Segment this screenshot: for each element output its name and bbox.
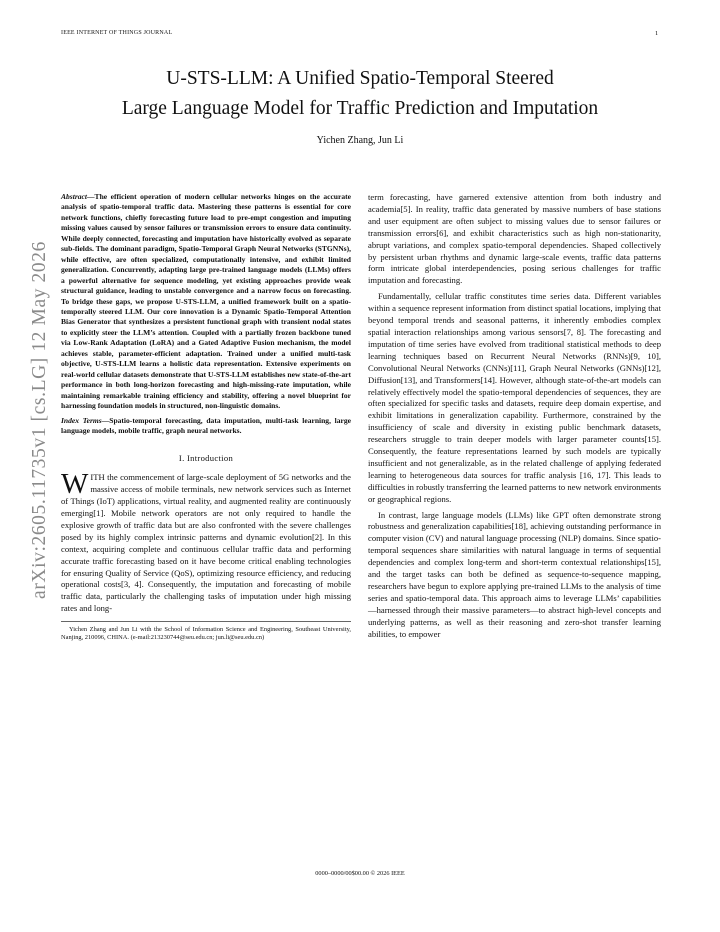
page-number: 1 bbox=[655, 30, 659, 37]
index-terms-label: Index Terms bbox=[61, 415, 102, 425]
authors: Yichen Zhang, Jun Li bbox=[316, 135, 404, 146]
index-terms bbox=[61, 416, 351, 437]
journal-header: IEEE INTERNET OF THINGS JOURNAL bbox=[61, 30, 173, 36]
left-column bbox=[61, 192, 351, 642]
footnote-rule bbox=[61, 621, 351, 622]
dropcap: W bbox=[61, 468, 89, 501]
paper-title bbox=[60, 64, 660, 124]
abstract-text: —The efficient operation of modern cellular networks hinges on the accurate analysis of spatio-temporal traffic data. Mastering these patterns is essential for core network functions, chiefly forecasting future load to pre-empt congestion and imputing missing values caused by sensor failures or transmission errors to ensure data continuity. While deeply connected, forecasting and imputation have historically evolved as separate sub-fields. The dominant paradigm, Spatio-Temporal Graph Neural Networks (STGNNs), while effective, are often specialized, computationally intensive, and exhibit limited generalization. Concurrently, adapting large pre-trained language models (LLMs) offers a powerful alternative for sequence modeling, yet existing approaches provide weak structural guidance, leading to unstable convergence and a narrow focus on forecasting. To bridge these gaps, we propose U-STS-LLM, a unified framework built on a spatio-temporally steered LLM. Our core innovation is a Dynamic Spatio-Temporal Attention Bias Generator that synthesizes a persistent functional graph with transient nodal states to explicitly steer the LLM’s attention. Coupled with a partially frozen backbone tuned via Low-Rank Adaptation (LoRA) and a Gated Adaptive Fusion mechanism, the model achieves stable, parameter-efficient adaptation. Trained under a unified multi-task objective, U-STS-LLM learns a holistic data representation. Extensive experiments on real-world cellular datasets demonstrate that U-STS-LLM establishes new state-of-the-art performance in both long-horizon forecasting and high-missing-rate imputation, while maintaining remarkable training efficiency and stability, offering a novel blueprint for harnessing foundation models in structured, non-linguistic domains. bbox=[61, 192, 351, 411]
title-line-1: U-STS-LLM: A Unified Spatio-Temporal Steered bbox=[166, 68, 554, 89]
section-title-introduction: I. Introduction bbox=[178, 453, 234, 464]
author-footnote: Yichen Zhang and Jun Li with the School of Information Science and Engineering, Southeast University, Nanjing, 210096, CHINA. (e-mail:213230744@seu.edu.cn; jun.li@seu.edu.cn) bbox=[61, 626, 351, 642]
index-terms-text: —Spatio-temporal forecasting, data imputation, multi-task learning, large language models, mobile traffic, graph neural networks. bbox=[61, 415, 351, 435]
intro-paragraph-text: ITH the commencement of large-scale deployment of 5G networks and the massive access of mobile terminals, new network services such as Internet of Things (IoT) applications, virtual reality, and augmented reality are continuously emerging[1]. Mobile network operators are not only required to handle the explosive growth of traffic data but are also confronted with the severe challenges posed by its highly complex intrinsic patterns and dynamic evolution[2]. In this context, acquiring complete and continuous cellular traffic data and performing accurate traffic forecasting based on it have become critical enabling technologies for ensuring Quality of Service (QoS), optimizing resource efficiency, and reducing operational costs[3, 4]. Consequently, the imputation and forecasting of mobile traffic data, particularly the challenging tasks of imputation under high missing rates and long- bbox=[61, 472, 351, 614]
paragraph-in-contrast: In contrast, large language models (LLMs) like GPT often demonstrate strong robustness and generalization capabilities[18], achieving outstanding performance in computer vision (CV) and natural language processing (NLP) domains. Since spatio-temporal sequences share similarities with natural language in terms of sequential dependencies and complex long-term and short-term contextual relationships[15], and the target tasks can both be defined as sequence-to-sequence mapping, researchers have begun to explore applying pre-trained LLMs to the analysis of time series and spatio-temporal data. This approach aims to leverage LLMs’ capabilities—harnessed through their massive parameters—to abstract high-level concepts and underlying patterns, as well as their reasoning and zero-shot transfer learning abilities, to empower bbox=[368, 509, 661, 639]
paragraph-fundamentally: Fundamentally, cellular traffic constitutes time series data. Different variables within a sequence represent information from distinct spatial locations, implying that beyond temporal trends and seasonal patterns, it inherently embodies complex spatial interaction relationships among various sensors[7, 8]. The forecasting and imputation of time series have evolved from traditional statistical methods to deep learning techniques based on Recurrent Neural Networks (RNNs)[9, 10], Convolutional Neural Networks (CNNs)[11], Graph Neural Networks (GNNs)[12], Diffusion[13], and Transformers[14]. However, although state-of-the-art models can relatively effectively model the spatio-temporal dependencies of sequences, they are often specialized for specific tasks and datasets, require deep domain expertise, and exhibit limitations in generalization capability. Furthermore, constrained by the insufficiency of scale and diversity in existing public benchmark datasets, researchers struggle to train deeper models with larger parameter counts[15]. Consequently, the feature representations learned by such models are typically insufficient and not generalizable, as in the related challenge of applying federated learning to heterogeneous data sources for traffic analysis [16, 17]. This leads to difficulties in robustly transferring the learned patterns to new network environments or geographical regions. bbox=[368, 291, 661, 504]
paragraph-continued: term forecasting, have garnered extensive attention from both industry and academia[5]. In reality, traffic data generated by massive numbers of base stations and user equipment are often subject to missing values due to sensor failures or transmission errors[6], and exhibit characteristics such as high non-stationarity, abrupt variations, and complex spatio-temporal dependencies. Shaped collectively by persistent urban rhythms and dynamic large-scale events, traffic data patterns form intricate global interdependencies, posing serious challenges for traffic imputation and forecasting. bbox=[368, 192, 661, 286]
intro-paragraph bbox=[61, 468, 351, 615]
right-column bbox=[368, 192, 661, 645]
abstract bbox=[61, 192, 351, 412]
arxiv-stamp: arXiv:2605.11735v1 [cs.LG] 12 May 2026 bbox=[29, 241, 50, 599]
title-line-2: Large Language Model for Traffic Prediction and Imputation bbox=[121, 98, 599, 119]
copyright-line: 0000–0000/00$00.00 © 2026 IEEE bbox=[315, 870, 405, 877]
abstract-label: Abstract bbox=[61, 192, 87, 201]
